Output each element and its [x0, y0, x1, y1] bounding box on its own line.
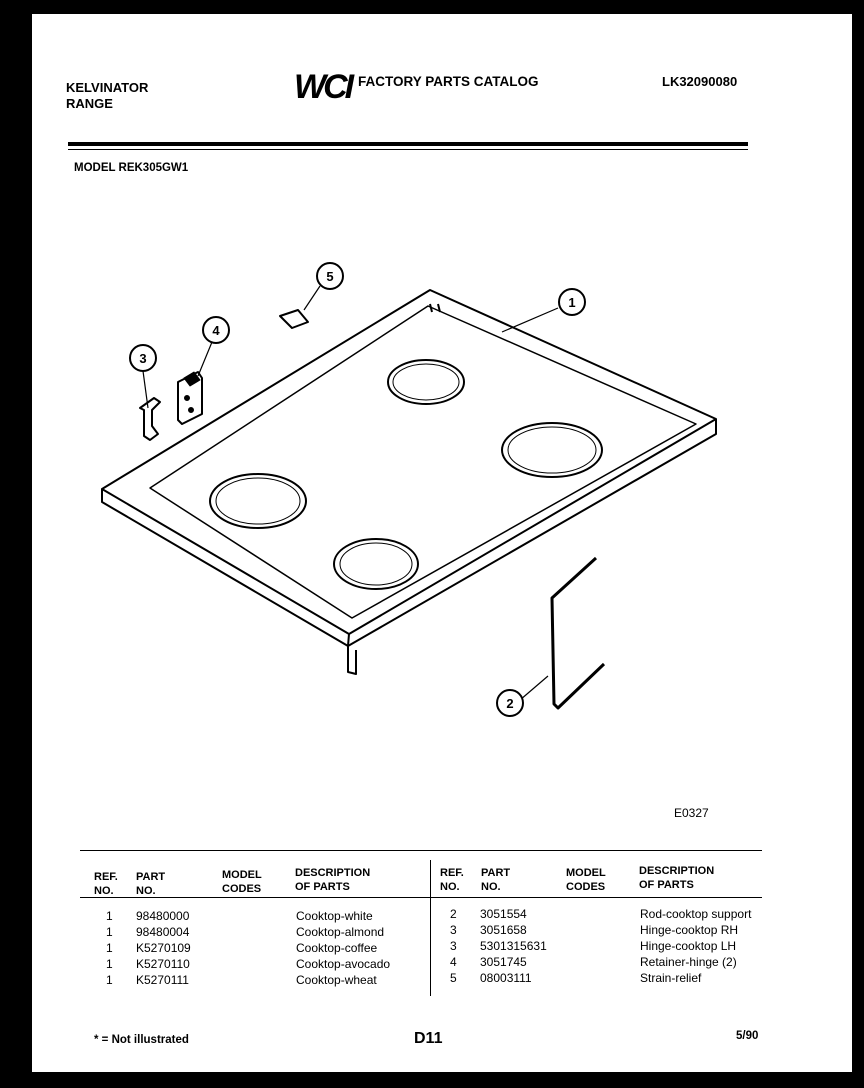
hinge-part	[140, 398, 160, 440]
part-header-right: PART NO.	[481, 867, 511, 893]
support-rod-part	[552, 558, 604, 708]
part-number: 5301315631	[480, 939, 547, 953]
table-row: 1	[106, 925, 113, 939]
table-divider	[430, 860, 431, 996]
callout-number-4: 4	[212, 323, 220, 338]
catalog-title: FACTORY PARTS CATALOG	[358, 74, 539, 89]
part-description: Hinge-cooktop LH	[640, 939, 737, 953]
part-number: 08003111	[480, 971, 532, 985]
ref-header-right: REF. NO.	[440, 867, 464, 893]
part-number: 3051658	[480, 923, 527, 937]
callout-number-5: 5	[326, 269, 334, 284]
part-number: K5270109	[136, 941, 191, 955]
table-row: 3	[450, 923, 457, 937]
table-header-rule	[80, 897, 762, 898]
codes-header-left: MODEL CODES	[222, 869, 262, 895]
desc-header-right: DESCRIPTION OF PARTS	[639, 865, 715, 891]
brand-name: KELVINATOR	[66, 80, 149, 95]
revision-date: 5/90	[736, 1030, 759, 1042]
part-description: Cooktop-almond	[296, 925, 385, 939]
table-row: 1	[106, 957, 113, 971]
codes-header-right: MODEL CODES	[566, 867, 606, 893]
cooktop-part	[102, 290, 716, 674]
callout-number-2: 2	[506, 696, 514, 711]
wci-logo: WCI	[294, 68, 352, 106]
figure-code: E0327	[674, 806, 709, 820]
table-row: 4	[450, 955, 457, 969]
part-number: K5270111	[136, 973, 189, 987]
retainer-part	[178, 372, 202, 424]
table-row: 1	[106, 941, 113, 955]
callout-number-1: 1	[568, 295, 576, 310]
part-description: Retainer-hinge (2)	[640, 955, 737, 969]
table-row: 1	[106, 909, 113, 923]
table-row: 3	[450, 939, 457, 953]
product-type: RANGE	[66, 96, 113, 111]
part-description: Cooktop-coffee	[296, 941, 378, 955]
part-description: Cooktop-wheat	[296, 973, 377, 987]
callout-number-3: 3	[139, 351, 147, 366]
part-header-left: PART NO.	[136, 871, 166, 897]
not-illustrated-note: * = Not illustrated	[94, 1034, 189, 1046]
table-row: 1	[106, 973, 113, 987]
part-number: 3051554	[480, 907, 527, 921]
table-row: 5	[450, 971, 457, 985]
part-number: 98480000	[136, 909, 190, 923]
part-description: Cooktop-avocado	[296, 957, 391, 971]
part-description: Strain-relief	[640, 971, 702, 985]
part-number: K5270110	[136, 957, 190, 971]
part-description: Rod-cooktop support	[640, 907, 752, 921]
catalog-number: LK32090080	[662, 74, 738, 89]
table-row: 2	[450, 907, 457, 921]
strain-relief-part	[280, 310, 308, 328]
page-id: D11	[414, 1030, 443, 1047]
catalog-page	[32, 14, 852, 1072]
desc-header-left: DESCRIPTION OF PARTS	[295, 867, 371, 893]
model-line: MODEL REK305GW1	[74, 162, 189, 174]
part-number: 98480004	[136, 925, 190, 939]
table-top-rule	[80, 850, 762, 851]
part-description: Hinge-cooktop RH	[640, 923, 739, 937]
part-number: 3051745	[480, 955, 527, 969]
ref-header-left: REF. NO.	[94, 871, 118, 897]
part-description: Cooktop-white	[296, 909, 373, 923]
